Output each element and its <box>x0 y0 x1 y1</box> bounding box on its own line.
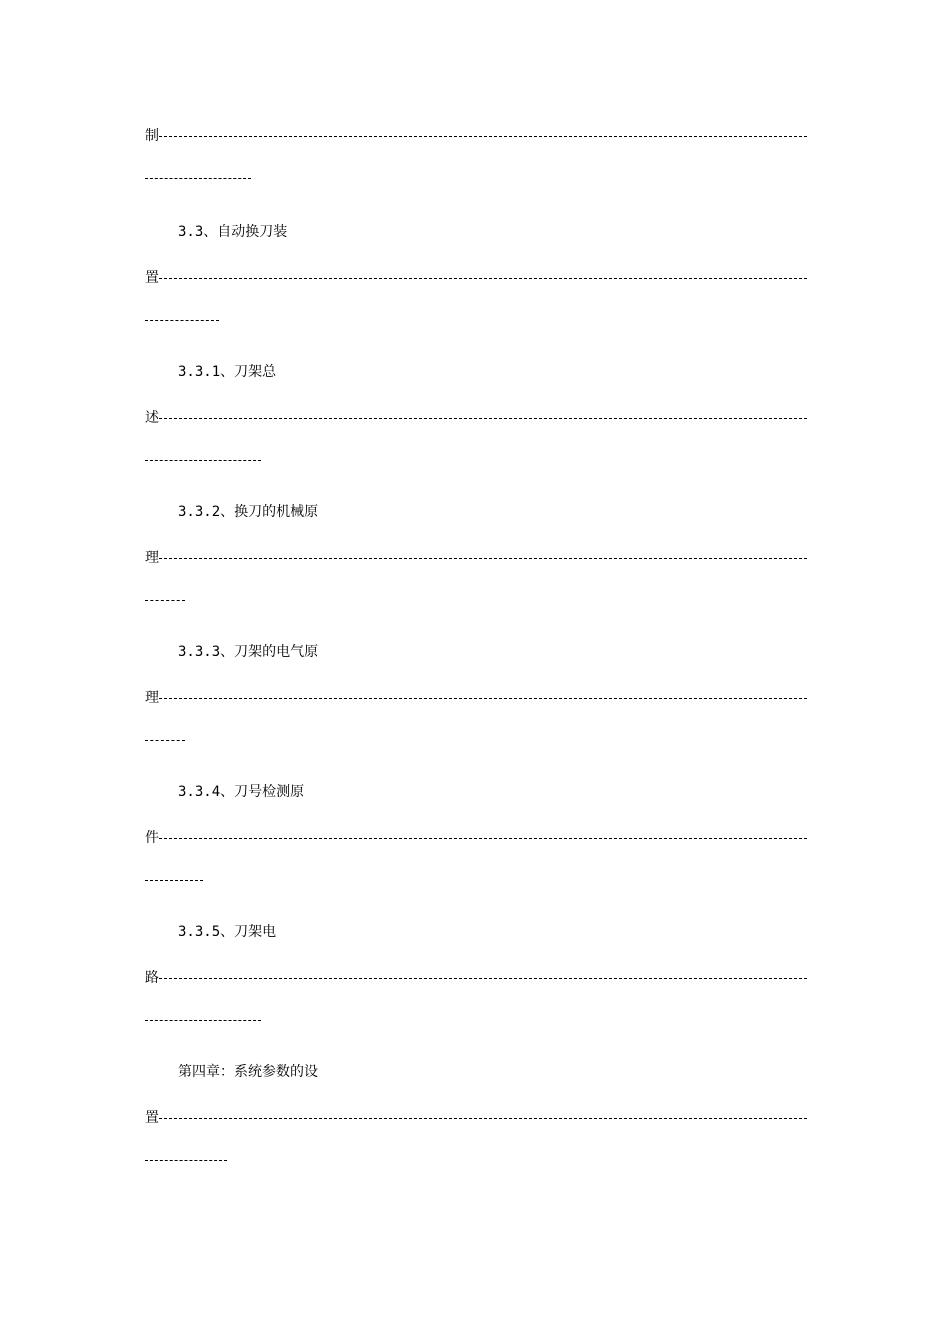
dot-leader <box>145 310 219 330</box>
toc-entry-tail <box>145 828 810 848</box>
toc-heading: 3.3.3、刀架的电气原 <box>178 644 319 660</box>
toc-entry-tail <box>145 548 810 568</box>
toc-tail-char: 理 <box>145 550 159 566</box>
dot-leader <box>159 1108 807 1128</box>
toc-entry-tail <box>145 126 810 146</box>
dot-leader <box>159 408 807 428</box>
dot-leader <box>159 968 807 988</box>
toc-heading: 3.3.2、换刀的机械原 <box>178 504 319 520</box>
toc-leader-continuation <box>145 450 810 470</box>
dot-leader <box>159 688 807 708</box>
toc-leader-continuation <box>145 1010 810 1030</box>
toc-tail-char: 置 <box>145 270 159 286</box>
toc-leader-continuation <box>145 310 810 330</box>
dot-leader <box>145 1010 261 1030</box>
toc-leader-continuation <box>145 870 810 890</box>
toc-leader-continuation <box>145 730 810 750</box>
toc-heading: 3.3.1、刀架总 <box>178 364 277 380</box>
toc-tail-char: 置 <box>145 1110 159 1126</box>
toc-tail-char: 制 <box>145 128 159 144</box>
toc-leader-continuation <box>145 168 810 188</box>
dot-leader <box>145 450 261 470</box>
toc-tail-char: 路 <box>145 970 159 986</box>
dot-leader <box>145 870 203 890</box>
toc-leader-continuation <box>145 1150 810 1170</box>
dot-leader <box>159 548 807 568</box>
toc-heading: 3.3.4、刀号检测原 <box>178 784 305 800</box>
toc-leader-continuation <box>145 590 810 610</box>
toc-heading: 3.3、自动换刀装 <box>178 224 288 240</box>
toc-tail-char: 件 <box>145 830 159 846</box>
dot-leader <box>145 730 185 750</box>
dot-leader <box>159 828 807 848</box>
dot-leader <box>145 1150 227 1170</box>
toc-entry-tail <box>145 688 810 708</box>
toc-tail-char: 理 <box>145 690 159 706</box>
dot-leader <box>159 126 807 146</box>
dot-leader <box>145 590 185 610</box>
toc-entry-tail <box>145 268 810 288</box>
toc-tail-char: 述 <box>145 410 159 426</box>
dot-leader <box>145 168 251 188</box>
toc-entry-tail <box>145 408 810 428</box>
toc-entry-tail <box>145 1108 810 1128</box>
toc-heading: 3.3.5、刀架电 <box>178 924 277 940</box>
dot-leader <box>159 268 807 288</box>
toc-heading: 第四章：系统参数的设 <box>178 1064 318 1080</box>
toc-entry-tail <box>145 968 810 988</box>
